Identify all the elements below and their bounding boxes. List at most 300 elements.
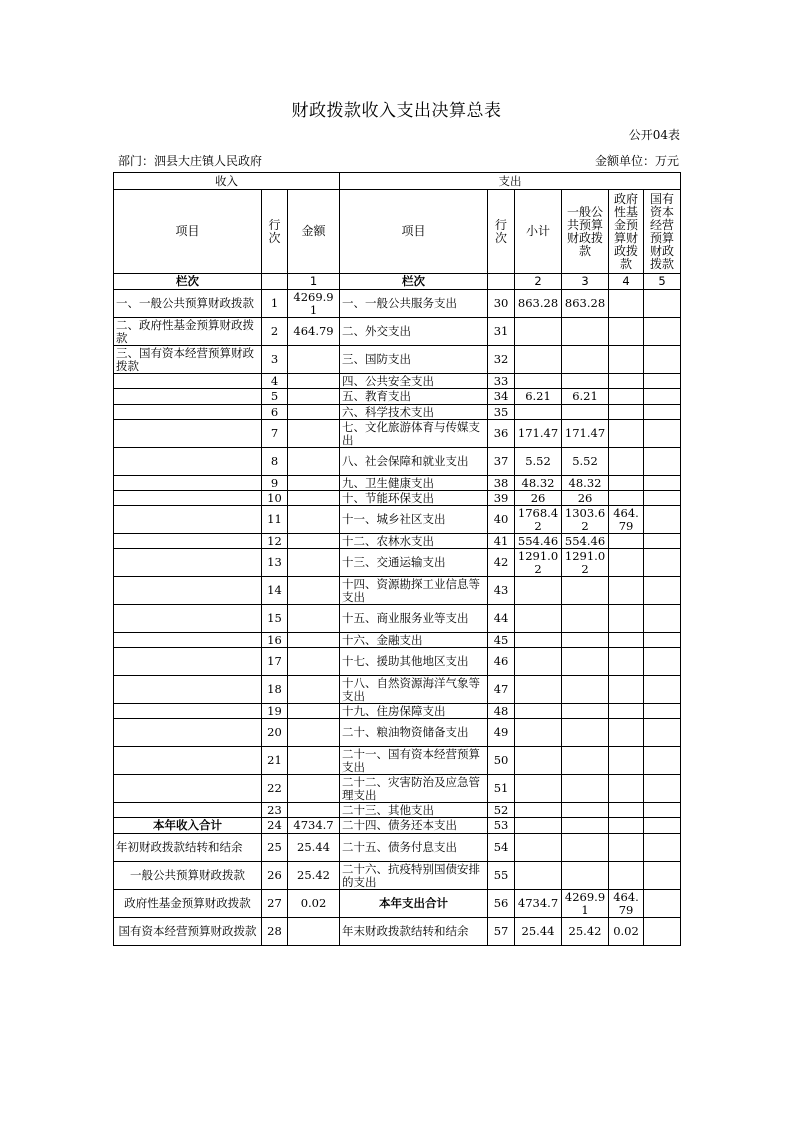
table-row: [114, 534, 681, 549]
expense-line-no: 44: [488, 605, 515, 633]
income-item: 二、政府性基金预算财政拨款: [114, 318, 262, 346]
income-line-no: 9: [262, 476, 288, 491]
page-title: 财政拨款收入支出决算总表: [291, 101, 502, 121]
income-line-no: 13: [262, 549, 288, 577]
income-item: [114, 676, 262, 704]
expense-item: 二十一、国有资本经营预算支出: [340, 747, 488, 775]
income-amount: [288, 448, 340, 476]
subtotal-value: [515, 803, 562, 818]
state-capital-value: [644, 704, 681, 719]
expense-line-no: 54: [488, 834, 515, 862]
subtotal-value: 1768.42: [515, 506, 562, 534]
income-line-no: 22: [262, 775, 288, 803]
income-amount: 464.79: [288, 318, 340, 346]
column-2: 2: [515, 274, 562, 290]
income-amount: [288, 605, 340, 633]
expense-item: 四、公共安全支出: [340, 374, 488, 389]
income-line-no: 18: [262, 676, 288, 704]
income-item: [114, 747, 262, 775]
state-capital-value: [644, 389, 681, 405]
expense-item: 二十六、抗疫特别国债安排的支出: [340, 862, 488, 890]
income-amount: [288, 420, 340, 448]
expense-item: 二十二、灾害防治及应急管理支出: [340, 775, 488, 803]
income-line-no: 8: [262, 448, 288, 476]
income-item: 国有资本经营预算财政拨款: [114, 918, 262, 946]
general-budget-value: [562, 405, 609, 420]
income-item: [114, 420, 262, 448]
state-capital-value: [644, 818, 681, 834]
income-section-header: 收入: [114, 173, 340, 190]
income-item: [114, 549, 262, 577]
table-row: [114, 318, 681, 346]
table-row: [114, 405, 681, 420]
column-5: 5: [644, 274, 681, 290]
table-row: [114, 549, 681, 577]
general-budget-value: [562, 346, 609, 374]
subtotal-value: [515, 318, 562, 346]
table-row: [114, 648, 681, 676]
expense-line-no: 43: [488, 577, 515, 605]
income-item: [114, 648, 262, 676]
fund-budget-value: [609, 534, 644, 549]
general-budget-value: [562, 862, 609, 890]
income-amount: [288, 747, 340, 775]
state-capital-value: [644, 648, 681, 676]
subtotal-value: 25.44: [515, 918, 562, 946]
expense-item: 十三、交通运输支出: [340, 549, 488, 577]
subtotal-value: [515, 704, 562, 719]
subtotal-value: [515, 818, 562, 834]
expense-item: 二十、粮油物资储备支出: [340, 719, 488, 747]
income-amount: [288, 775, 340, 803]
fund-budget-value: [609, 491, 644, 506]
income-line-no: 21: [262, 747, 288, 775]
income-item: 一、一般公共预算财政拨款: [114, 290, 262, 318]
fund-budget-value: [609, 549, 644, 577]
income-amount: [288, 918, 340, 946]
income-line-no: 16: [262, 633, 288, 648]
expense-line-no: 31: [488, 318, 515, 346]
income-amount: [288, 389, 340, 405]
subtotal-value: [515, 577, 562, 605]
fiscal-summary-table: [113, 172, 681, 946]
subtotal-value: [515, 405, 562, 420]
income-amount: 25.42: [288, 862, 340, 890]
general-budget-value: [562, 633, 609, 648]
income-item: 年初财政拨款结转和结余: [114, 834, 262, 862]
income-item: [114, 491, 262, 506]
income-item: [114, 448, 262, 476]
income-line-no: 15: [262, 605, 288, 633]
table-row: [114, 719, 681, 747]
state-capital-value: [644, 719, 681, 747]
income-item: [114, 506, 262, 534]
expense-item: 十五、商业服务业等支出: [340, 605, 488, 633]
income-line-no: 14: [262, 577, 288, 605]
fund-budget-value: [609, 648, 644, 676]
fund-budget-value: [609, 476, 644, 491]
general-budget-value: [562, 374, 609, 389]
column-label: 栏次: [114, 274, 262, 290]
state-capital-value: [644, 506, 681, 534]
expense-line-no: 32: [488, 346, 515, 374]
income-amount: 0.02: [288, 890, 340, 918]
income-line-no: 24: [262, 818, 288, 834]
state-capital-value: [644, 747, 681, 775]
income-line-no: 4: [262, 374, 288, 389]
income-item: [114, 633, 262, 648]
general-budget-value: [562, 676, 609, 704]
expense-section-header: 支出: [340, 173, 681, 190]
state-capital-value: [644, 346, 681, 374]
income-amount: [288, 506, 340, 534]
subtotal-value: [515, 374, 562, 389]
expense-item: 十八、自然资源海洋气象等支出: [340, 676, 488, 704]
income-item: [114, 389, 262, 405]
expense-item: 二十四、债务还本支出: [340, 818, 488, 834]
general-budget-value: 554.46: [562, 534, 609, 549]
expense-item: 十七、援助其他地区支出: [340, 648, 488, 676]
expense-line-no: 50: [488, 747, 515, 775]
state-capital-value: [644, 803, 681, 818]
income-amount: [288, 491, 340, 506]
subtotal-value: 48.32: [515, 476, 562, 491]
table-row: [114, 346, 681, 374]
expense-item: 本年支出合计: [340, 890, 488, 918]
expense-line-no: 46: [488, 648, 515, 676]
expense-line-no: 42: [488, 549, 515, 577]
expense-line-no: 36: [488, 420, 515, 448]
income-amount: [288, 374, 340, 389]
general-budget-value: [562, 803, 609, 818]
state-capital-value: [644, 676, 681, 704]
fund-budget-value: [609, 775, 644, 803]
income-amount-header: 金额: [288, 190, 340, 274]
income-amount: 4269.91: [288, 290, 340, 318]
unit-label: 金额单位：万元: [594, 154, 679, 168]
general-budget-value: [562, 775, 609, 803]
subtotal-value: 6.21: [515, 389, 562, 405]
table-row: [114, 803, 681, 818]
fund-budget-value: [609, 318, 644, 346]
income-line-no: 23: [262, 803, 288, 818]
state-capital-value: [644, 918, 681, 946]
income-item: 政府性基金预算财政拨款: [114, 890, 262, 918]
general-budget-value: 48.32: [562, 476, 609, 491]
income-amount: [288, 534, 340, 549]
subtotal-value: [515, 775, 562, 803]
expense-line-no-header: 行次: [488, 190, 515, 274]
fund-budget-value: [609, 346, 644, 374]
table-row: [114, 676, 681, 704]
subtotal-value: 171.47: [515, 420, 562, 448]
subtotal-value: 863.28: [515, 290, 562, 318]
subtotal-value: [515, 747, 562, 775]
income-item: [114, 577, 262, 605]
income-line-no: 6: [262, 405, 288, 420]
income-item: [114, 704, 262, 719]
general-budget-header: 一般公共预算财政拨款: [562, 190, 609, 274]
fund-budget-header: 政府性基金预算财政拨款: [609, 190, 644, 274]
general-budget-value: 25.42: [562, 918, 609, 946]
table-row: [114, 747, 681, 775]
table-row: [114, 605, 681, 633]
state-capital-value: [644, 549, 681, 577]
expense-line-no: 49: [488, 719, 515, 747]
income-item: [114, 605, 262, 633]
income-item-header: 项目: [114, 190, 262, 274]
income-amount: [288, 719, 340, 747]
table-row: [114, 290, 681, 318]
income-line-no-header: 行次: [262, 190, 288, 274]
general-budget-value: [562, 648, 609, 676]
state-capital-value: [644, 633, 681, 648]
state-capital-header: 国有资本经营预算财政拨款: [644, 190, 681, 274]
expense-line-no: 37: [488, 448, 515, 476]
expense-item: 五、教育支出: [340, 389, 488, 405]
table-row: [114, 389, 681, 405]
income-amount: [288, 704, 340, 719]
fund-budget-value: [609, 577, 644, 605]
income-item: [114, 803, 262, 818]
expense-item: 二、外交支出: [340, 318, 488, 346]
subtotal-value: 554.46: [515, 534, 562, 549]
fund-budget-value: [609, 719, 644, 747]
subtotal-value: [515, 605, 562, 633]
subtotal-header: 小计: [515, 190, 562, 274]
expense-item: 十二、农林水支出: [340, 534, 488, 549]
expense-line-no: 47: [488, 676, 515, 704]
table-row: [114, 818, 681, 834]
fund-budget-value: 0.02: [609, 918, 644, 946]
income-item: [114, 775, 262, 803]
income-line-no: 12: [262, 534, 288, 549]
fund-budget-value: [609, 747, 644, 775]
state-capital-value: [644, 890, 681, 918]
expense-line-no: 30: [488, 290, 515, 318]
expense-line-no: 45: [488, 633, 515, 648]
subtotal-value: [515, 834, 562, 862]
general-budget-value: [562, 318, 609, 346]
income-line-no: 11: [262, 506, 288, 534]
form-number: 公开04表: [628, 128, 680, 142]
fund-budget-value: [609, 818, 644, 834]
expense-line-no: 35: [488, 405, 515, 420]
general-budget-value: 4269.91: [562, 890, 609, 918]
income-amount: [288, 676, 340, 704]
state-capital-value: [644, 318, 681, 346]
expense-item-header: 项目: [340, 190, 488, 274]
income-line-no: 10: [262, 491, 288, 506]
general-budget-value: [562, 605, 609, 633]
expense-item: 二十五、债务付息支出: [340, 834, 488, 862]
expense-item: 十、节能环保支出: [340, 491, 488, 506]
table-row: [114, 374, 681, 389]
column-blank: [262, 274, 288, 290]
income-item: [114, 374, 262, 389]
column-label-2: 栏次: [340, 274, 488, 290]
expense-item: 十一、城乡社区支出: [340, 506, 488, 534]
column-3: 3: [562, 274, 609, 290]
general-budget-value: 1291.02: [562, 549, 609, 577]
general-budget-value: [562, 704, 609, 719]
subtotal-value: 5.52: [515, 448, 562, 476]
general-budget-value: [562, 719, 609, 747]
expense-item: 十六、金融支出: [340, 633, 488, 648]
state-capital-value: [644, 420, 681, 448]
expense-line-no: 39: [488, 491, 515, 506]
income-amount: [288, 405, 340, 420]
income-line-no: 3: [262, 346, 288, 374]
income-amount: 4734.7: [288, 818, 340, 834]
state-capital-value: [644, 862, 681, 890]
expense-line-no: 41: [488, 534, 515, 549]
general-budget-value: [562, 834, 609, 862]
fund-budget-value: [609, 633, 644, 648]
income-amount: [288, 577, 340, 605]
expense-item: 八、社会保障和就业支出: [340, 448, 488, 476]
income-line-no: 20: [262, 719, 288, 747]
income-item: [114, 719, 262, 747]
fund-budget-value: [609, 704, 644, 719]
expense-item: 十九、住房保障支出: [340, 704, 488, 719]
fund-budget-value: [609, 448, 644, 476]
income-line-no: 5: [262, 389, 288, 405]
state-capital-value: [644, 405, 681, 420]
general-budget-value: 26: [562, 491, 609, 506]
expense-line-no: 55: [488, 862, 515, 890]
subtotal-value: 26: [515, 491, 562, 506]
state-capital-value: [644, 534, 681, 549]
income-item: [114, 534, 262, 549]
expense-line-no: 40: [488, 506, 515, 534]
expense-line-no: 48: [488, 704, 515, 719]
column-1: 1: [288, 274, 340, 290]
table-row: [114, 834, 681, 862]
expense-line-no: 38: [488, 476, 515, 491]
state-capital-value: [644, 448, 681, 476]
expense-item: 十四、资源勘探工业信息等支出: [340, 577, 488, 605]
subtotal-value: [515, 346, 562, 374]
income-item: [114, 405, 262, 420]
income-line-no: 27: [262, 890, 288, 918]
fund-budget-value: [609, 374, 644, 389]
fund-budget-value: [609, 389, 644, 405]
expense-item: 七、文化旅游体育与传媒支出: [340, 420, 488, 448]
table-row: [114, 918, 681, 946]
subtotal-value: 4734.7: [515, 890, 562, 918]
income-line-no: 2: [262, 318, 288, 346]
income-amount: [288, 633, 340, 648]
general-budget-value: 863.28: [562, 290, 609, 318]
general-budget-value: [562, 747, 609, 775]
income-line-no: 26: [262, 862, 288, 890]
state-capital-value: [644, 290, 681, 318]
expense-line-no: 33: [488, 374, 515, 389]
expense-line-no: 56: [488, 890, 515, 918]
income-amount: [288, 549, 340, 577]
income-amount: [288, 648, 340, 676]
subtotal-value: [515, 719, 562, 747]
state-capital-value: [644, 834, 681, 862]
income-item: 本年收入合计: [114, 818, 262, 834]
general-budget-value: 6.21: [562, 389, 609, 405]
table-row: [114, 704, 681, 719]
fund-budget-value: [609, 405, 644, 420]
column-4: 4: [609, 274, 644, 290]
department-label: 部门：泗县大庄镇人民政府: [118, 154, 263, 168]
income-line-no: 19: [262, 704, 288, 719]
expense-item: 二十三、其他支出: [340, 803, 488, 818]
fund-budget-value: 464.79: [609, 890, 644, 918]
expense-line-no: 51: [488, 775, 515, 803]
income-amount: 25.44: [288, 834, 340, 862]
income-line-no: 25: [262, 834, 288, 862]
expense-line-no: 34: [488, 389, 515, 405]
income-item: 三、国有资本经营预算财政拨款: [114, 346, 262, 374]
column-blank-2: [488, 274, 515, 290]
subtotal-value: [515, 648, 562, 676]
table-row: [114, 448, 681, 476]
table-row: [114, 862, 681, 890]
expense-item: 六、科学技术支出: [340, 405, 488, 420]
general-budget-value: [562, 577, 609, 605]
general-budget-value: 1303.62: [562, 506, 609, 534]
expense-item: 年末财政拨款结转和结余: [340, 918, 488, 946]
expense-line-no: 57: [488, 918, 515, 946]
state-capital-value: [644, 491, 681, 506]
subtotal-value: 1291.02: [515, 549, 562, 577]
income-amount: [288, 803, 340, 818]
state-capital-value: [644, 476, 681, 491]
fund-budget-value: [609, 420, 644, 448]
general-budget-value: [562, 818, 609, 834]
expense-line-no: 53: [488, 818, 515, 834]
fund-budget-value: 464.79: [609, 506, 644, 534]
income-item: 一般公共预算财政拨款: [114, 862, 262, 890]
fund-budget-value: [609, 676, 644, 704]
general-budget-value: 171.47: [562, 420, 609, 448]
subtotal-value: [515, 862, 562, 890]
fund-budget-value: [609, 834, 644, 862]
expense-item: 三、国防支出: [340, 346, 488, 374]
table-row: [114, 890, 681, 918]
general-budget-value: 5.52: [562, 448, 609, 476]
income-line-no: 1: [262, 290, 288, 318]
table-row: [114, 491, 681, 506]
expense-item: 一、一般公共服务支出: [340, 290, 488, 318]
fund-budget-value: [609, 862, 644, 890]
expense-item: 九、卫生健康支出: [340, 476, 488, 491]
table-row: [114, 633, 681, 648]
fund-budget-value: [609, 803, 644, 818]
income-line-no: 28: [262, 918, 288, 946]
subtotal-value: [515, 676, 562, 704]
income-amount: [288, 476, 340, 491]
state-capital-value: [644, 374, 681, 389]
fund-budget-value: [609, 290, 644, 318]
income-line-no: 17: [262, 648, 288, 676]
table-row: [114, 577, 681, 605]
expense-line-no: 52: [488, 803, 515, 818]
income-item: [114, 476, 262, 491]
fund-budget-value: [609, 605, 644, 633]
table-row: [114, 476, 681, 491]
table-row: [114, 506, 681, 534]
state-capital-value: [644, 577, 681, 605]
table-row: [114, 775, 681, 803]
income-amount: [288, 346, 340, 374]
